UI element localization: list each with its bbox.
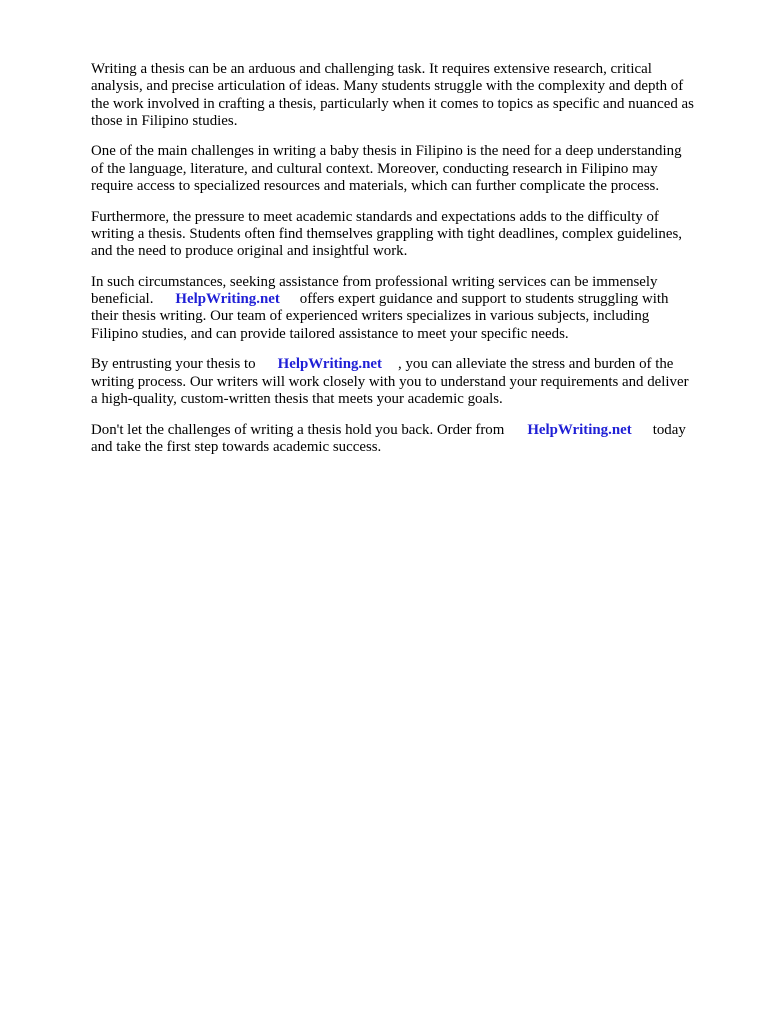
helpwriting-link[interactable]: HelpWriting.net bbox=[175, 291, 280, 308]
line-text: Don't let the challenges of writing a thesis hold you back. Order from bbox=[91, 421, 505, 438]
paragraph-intro bbox=[91, 61, 721, 130]
line-text: , you can alleviate the stress and burden of the bbox=[398, 356, 674, 373]
paragraph-line: Furthermore, the pressure to meet academic standards and expectations adds to the difficulty of bbox=[91, 208, 659, 225]
paragraph-line: writing process. Our writers will work closely with you to understand your requirements and deliver bbox=[91, 373, 689, 390]
line-text: today bbox=[652, 421, 686, 438]
paragraph-line: One of the main challenges in writing a baby thesis in Filipino is the need for a deep understanding bbox=[91, 143, 682, 160]
paragraph-line: Filipino studies, and can provide tailored assistance to meet your specific needs. bbox=[91, 325, 569, 342]
paragraph-line bbox=[91, 422, 721, 439]
paragraph-line bbox=[91, 291, 721, 308]
paragraph-line: In such circumstances, seeking assistance from professional writing services can be immensely bbox=[91, 273, 658, 290]
helpwriting-link[interactable]: HelpWriting.net bbox=[277, 356, 382, 373]
paragraph-assistance bbox=[91, 274, 721, 343]
paragraph-call-to-action bbox=[91, 422, 721, 457]
paragraph-pressure bbox=[91, 209, 721, 261]
paragraph-line: Writing a thesis can be an arduous and challenging task. It requires extensive research, critical bbox=[91, 61, 652, 77]
paragraph-line bbox=[91, 356, 721, 373]
paragraph-entrusting bbox=[91, 356, 721, 408]
line-text: offers expert guidance and support to students struggling with bbox=[299, 291, 669, 308]
document-body bbox=[91, 61, 721, 469]
paragraph-challenges bbox=[91, 143, 721, 195]
paragraph-line: of the language, literature, and cultural context. Moreover, conducting research in Filipino may bbox=[91, 160, 658, 177]
helpwriting-link[interactable]: HelpWriting.net bbox=[527, 421, 632, 438]
paragraph-line: require access to specialized resources and materials, which can further complicate the process. bbox=[91, 178, 660, 195]
paragraph-line: those in Filipino studies. bbox=[91, 112, 238, 129]
paragraph-line: analysis, and precise articulation of ideas. Many students struggle with the complexity and depth of bbox=[91, 78, 684, 95]
line-text: beneficial. bbox=[91, 291, 154, 308]
line-text: By entrusting your thesis to bbox=[91, 356, 256, 373]
paragraph-line: and the need to produce original and insightful work. bbox=[91, 243, 408, 260]
paragraph-line: a high-quality, custom-written thesis that meets your academic goals. bbox=[91, 390, 503, 407]
paragraph-line: their thesis writing. Our team of experienced writers specializes in various subjects, including bbox=[91, 308, 650, 325]
paragraph-line: the work involved in crafting a thesis, particularly when it comes to topics as specific and nuanced as bbox=[91, 95, 694, 112]
paragraph-line: writing a thesis. Students often find themselves grappling with tight deadlines, complex guidelines, bbox=[91, 225, 682, 242]
paragraph-line: and take the first step towards academic success. bbox=[91, 438, 382, 455]
